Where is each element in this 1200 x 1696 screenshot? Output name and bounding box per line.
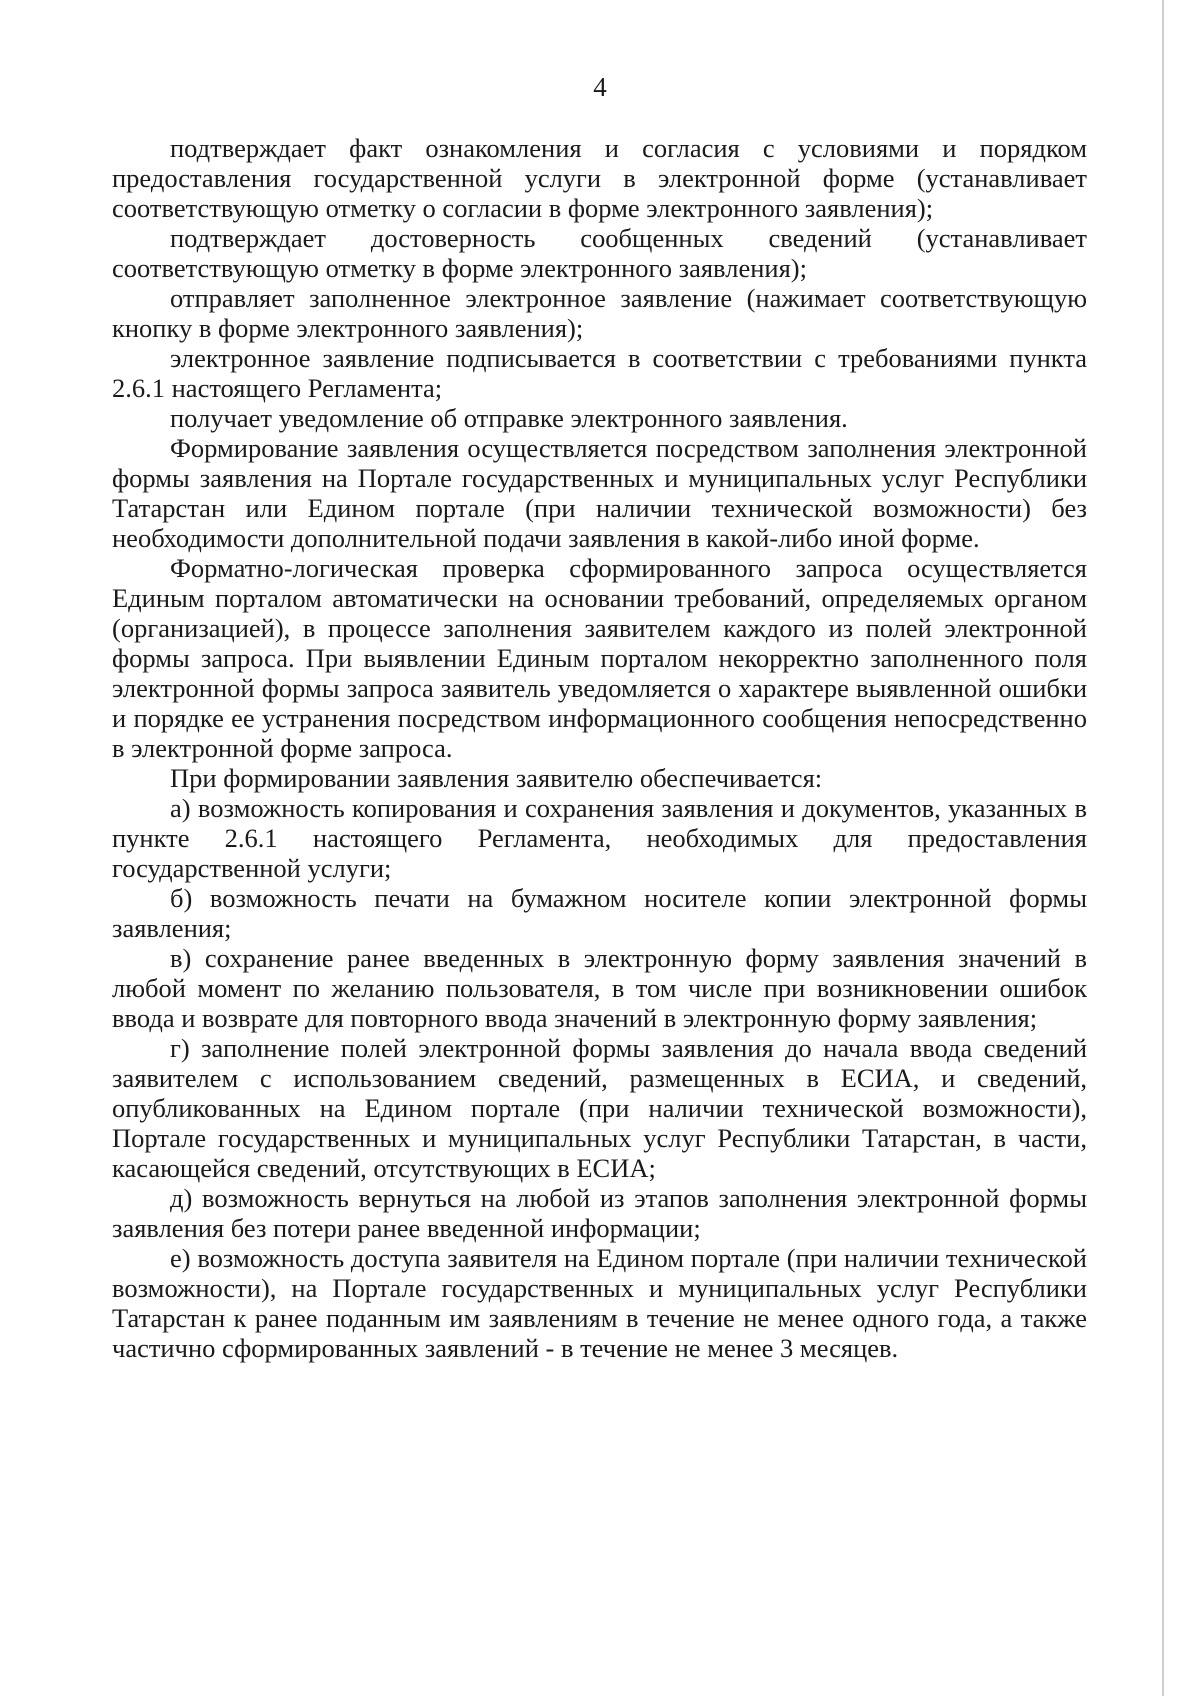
list-item-a: а) возможность копирования и сохранения заявления и документов, указанных в пункте 2.6.1 настоящего Регламента, необходимых для предоставления государственной услуги;	[112, 793, 1087, 883]
paragraph-provided-features: При формировании заявления заявителю обеспечивается:	[170, 763, 823, 793]
paragraph-confirm-accuracy: подтверждает достоверность сообщенных сведений (устанавливает соответствующую отметку в форме электронного заявления);	[112, 223, 1087, 283]
paragraph-signature: электронное заявление подписывается в соответствии с требованиями пункта 2.6.1 настоящего Регламента;	[112, 343, 1087, 403]
list-item-d: д) возможность вернуться на любой из этапов заполнения электронной формы заявления без потери ранее введенной информации;	[112, 1183, 1087, 1243]
list-item-e: е) возможность доступа заявителя на Едином портале (при наличии технической возможности), на Портале государственных и муниципальных услуг Республики Татарстан к ранее поданным им заявлениям в течение не менее одного года, а также частично сформированных заявлений - в течение не менее 3 месяцев.	[112, 1243, 1087, 1363]
list-item-b: б) возможность печати на бумажном носителе копии электронной формы заявления;	[112, 883, 1087, 943]
paragraph-confirm-consent: подтверждает факт ознакомления и согласия с условиями и порядком предоставления государственной услуги в электронной форме (устанавливает соответствующую отметку о согласии в форме электронного заявления);	[112, 133, 1087, 223]
paragraph-format-check: Форматно-логическая проверка сформированного запроса осуществляется Единым порталом автоматически на основании требований, определяемых органом (организацией), в процессе заполнения заявителем каждого из полей электронной формы запроса. При выявлении Единым порталом некорректно заполненного поля электронной формы запроса заявитель уведомляется о характере выявленной ошибки и порядке ее устранения посредством информационного сообщения непосредственно в электронной форме запроса.	[112, 553, 1087, 763]
list-item-v: в) сохранение ранее введенных в электронную форму заявления значений в любой момент по желанию пользователя, в том числе при возникновении ошибок ввода и возврате для повторного ввода значений в электронную форму заявления;	[112, 943, 1087, 1033]
paragraph-send-application: отправляет заполненное электронное заявление (нажимает соответствующую кнопку в форме электронного заявления);	[112, 283, 1087, 343]
scan-edge-line	[1162, 0, 1164, 1696]
paragraph-notification: получает уведомление об отправке электронного заявления.	[170, 403, 848, 433]
document-body	[112, 133, 1087, 1363]
page-number: 4	[593, 72, 607, 102]
list-item-g: г) заполнение полей электронной формы заявления до начала ввода сведений заявителем с использованием сведений, размещенных в ЕСИА, и сведений, опубликованных на Едином портале (при наличии технической возможности), Портале государственных и муниципальных услуг Республики Татарстан, в части, касающейся сведений, отсутствующих в ЕСИА;	[112, 1033, 1087, 1183]
paragraph-application-forming: Формирование заявления осуществляется посредством заполнения электронной формы заявления на Портале государственных и муниципальных услуг Республики Татарстан или Едином портале (при наличии технической возможности) без необходимости дополнительной подачи заявления в какой-либо иной форме.	[112, 433, 1087, 553]
